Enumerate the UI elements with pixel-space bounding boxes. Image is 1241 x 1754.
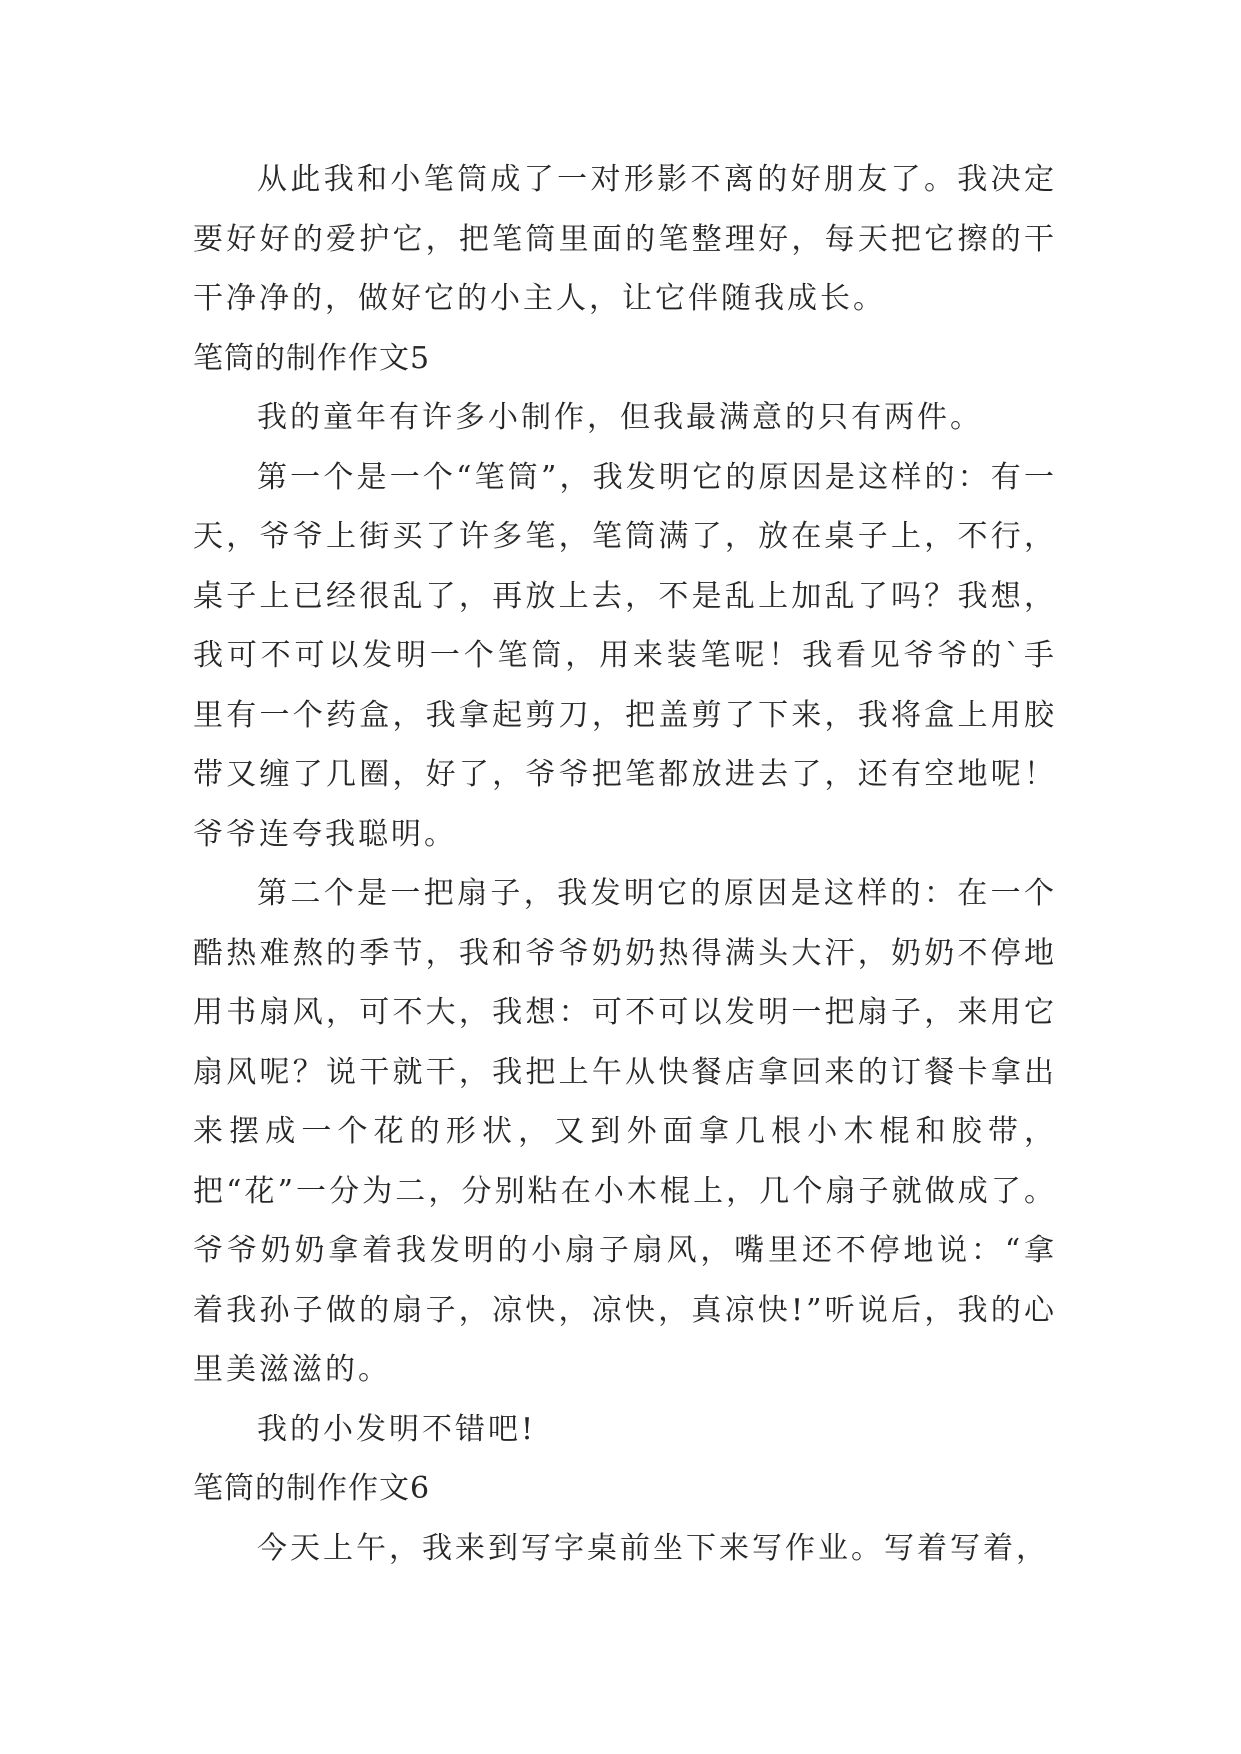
paragraph: 今天上午，我来到写字桌前坐下来写作业。写着写着， xyxy=(257,1530,1049,1566)
paragraph: 第二个是一把扇子，我发明它的原因是这样的：在一个酷热难熬的季节，我和爷爷奶奶热得满头大汗，奶奶不停地用书扇风，可不大，我想：可不可以发明一把扇子，来用它扇风呢？说干就干，我把上午从快餐店拿回来的订餐卡拿出来摆成一个花的形状，又到外面拿几根小木棍和胶带，把“花”一分为二，分别粘在小木棍上，几个扇子就做成了。爷爷奶奶拿着我发明的小扇子扇风，嘴里还不停地说：“拿着我孙子做的扇子，凉快，凉快，真凉快!”听说后，我的心里美滋滋的。 xyxy=(193,876,1057,1387)
section-heading: 笔筒的制作作文5 xyxy=(193,340,431,376)
document-body xyxy=(193,150,1057,1578)
section-heading: 笔筒的制作作文6 xyxy=(193,1471,431,1506)
paragraph: 从此我和小笔筒成了一对形影不离的好朋友了。我决定要好好的爱护它，把笔筒里面的笔整理好，每天把它擦的干干净净的，做好它的小主人，让它伴随我成长。 xyxy=(193,162,1057,316)
paragraph: 我的小发明不错吧! xyxy=(257,1411,537,1447)
paragraph: 我的童年有许多小制作，但我最满意的只有两件。 xyxy=(257,400,983,435)
paragraph: 第一个是一个“笔筒”，我发明它的原因是这样的：有一天，爷爷上街买了许多笔，笔筒满了，放在桌子上，不行，桌子上已经很乱了，再放上去，不是乱上加乱了吗？我想，我可不可以发明一个笔筒，用来装笔呢！我看见爷爷的`手里有一个药盒，我拿起剪刀，把盖剪了下来，我将盒上用胶带又缠了几圈，好了，爷爷把笔都放进去了，还有空地呢！爷爷连夸我聪明。 xyxy=(193,459,1057,852)
